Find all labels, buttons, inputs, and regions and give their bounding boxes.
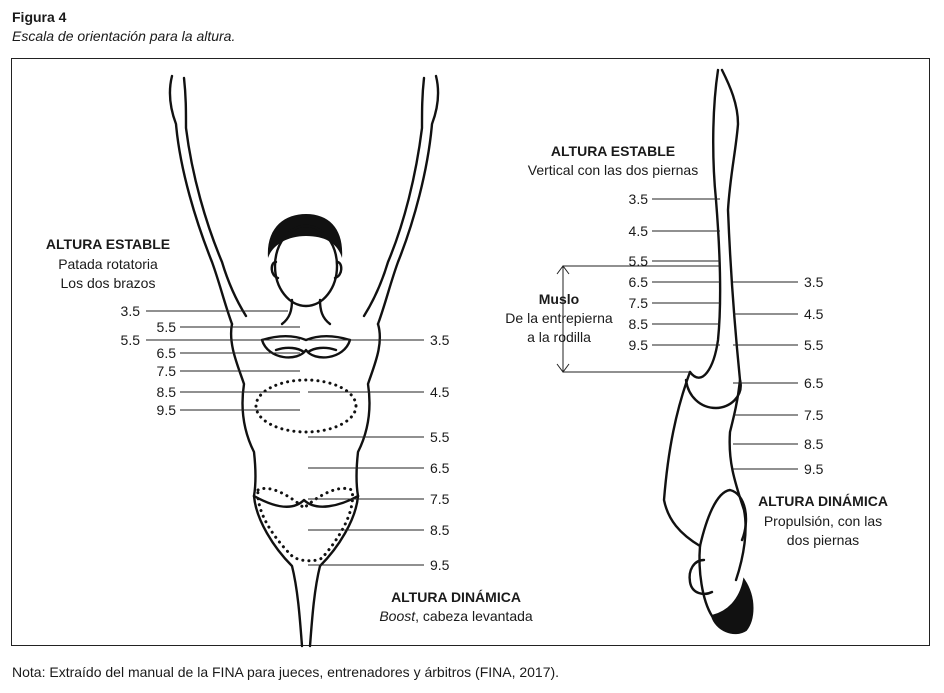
thigh-line1: De la entrepierna xyxy=(505,310,613,326)
scale-label: 8.5 xyxy=(804,436,824,452)
front-figure-right-scale xyxy=(430,332,450,573)
scale-label: 4.5 xyxy=(628,223,648,239)
side-figure-left-scale xyxy=(629,191,649,353)
swimmer-face xyxy=(275,226,337,306)
swimmer-hair xyxy=(268,214,342,258)
front-figure-left-scale xyxy=(121,303,177,418)
swimmer-left-arm xyxy=(170,76,246,324)
scale-label: 7.5 xyxy=(804,407,824,423)
scale-label: 8.5 xyxy=(628,316,648,332)
boost-word: Boost xyxy=(379,608,416,624)
dynamic-height-line2-right: dos piernas xyxy=(786,532,860,548)
scale-label: 4.5 xyxy=(430,384,450,400)
scale-label: 9.5 xyxy=(156,402,176,418)
scale-label: 5.5 xyxy=(628,253,648,269)
source-note: Nota: Extraído del manual de la FINA para jueces, entrenadores y árbitros (FINA, 2017). xyxy=(12,664,560,680)
side-swimmer-figure xyxy=(664,70,753,633)
dotted-oval-chest xyxy=(256,380,356,432)
scale-label: 7.5 xyxy=(156,363,176,379)
front-swimmer-figure xyxy=(170,76,438,646)
scale-label: 8.5 xyxy=(156,384,176,400)
scale-label: 3.5 xyxy=(430,332,450,348)
scale-label: 5.5 xyxy=(430,429,450,445)
figure-caption: Escala de orientación para la altura. xyxy=(12,28,236,44)
scale-label: 5.5 xyxy=(804,337,824,353)
figure-label: Figura 4 xyxy=(12,9,67,25)
scale-label: 6.5 xyxy=(156,345,176,361)
scale-label: 6.5 xyxy=(628,274,648,290)
scale-label: 5.5 xyxy=(156,319,176,335)
scale-label: 9.5 xyxy=(628,337,648,353)
scale-label: 9.5 xyxy=(430,557,450,573)
scale-label: 3.5 xyxy=(120,303,140,319)
thigh-title: Muslo xyxy=(538,291,580,307)
thigh-line2: a la rodilla xyxy=(527,329,591,345)
side-swimmer-leg-back xyxy=(690,70,720,378)
side-figure-scale-lines xyxy=(557,199,798,469)
side-swimmer-head xyxy=(712,580,753,633)
scale-label: 5.5 xyxy=(120,332,140,348)
scale-label: 4.5 xyxy=(804,306,824,322)
scale-label: 7.5 xyxy=(430,491,450,507)
boost-rest: , cabeza levantada xyxy=(415,608,533,624)
dynamic-height-title-left: ALTURA DINÁMICA xyxy=(391,589,521,605)
scale-label: 6.5 xyxy=(804,375,824,391)
dynamic-height-line1-right: Propulsión, con las xyxy=(763,513,883,529)
side-figure-right-scale xyxy=(804,274,824,477)
scale-label: 3.5 xyxy=(628,191,648,207)
stable-height-line1-left: Patada rotatoria xyxy=(58,256,158,272)
stable-height-line2-left: Los dos brazos xyxy=(60,275,156,291)
scale-label: 7.5 xyxy=(628,295,648,311)
scale-label: 6.5 xyxy=(430,460,450,476)
stable-height-title-left: ALTURA ESTABLE xyxy=(45,236,171,252)
dynamic-height-line1-left xyxy=(379,608,533,624)
scale-label: 9.5 xyxy=(804,461,824,477)
scale-label: 8.5 xyxy=(430,522,450,538)
swimmer-right-arm xyxy=(364,76,438,324)
dynamic-height-title-right: ALTURA DINÁMICA xyxy=(758,493,888,509)
stable-height-title-right: ALTURA ESTABLE xyxy=(550,143,676,159)
scale-label: 3.5 xyxy=(804,274,824,290)
stable-height-line1-right: Vertical con las dos piernas xyxy=(527,162,699,178)
